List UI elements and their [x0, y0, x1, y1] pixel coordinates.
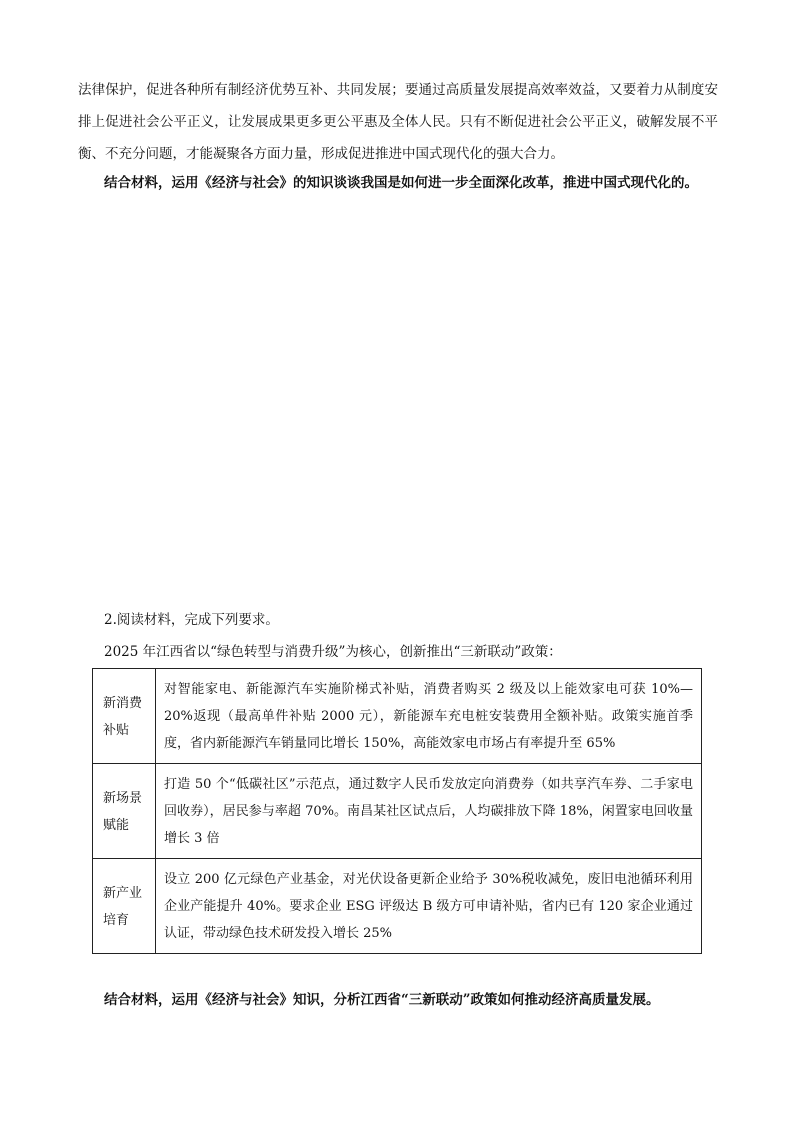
policy-content: 设立 200 亿元绿色产业基金，对光伏设备更新企业给予 30%税收减免，废旧电池循环利用企业产能提升 40%。要求企业 ESG 评级达 B 级方可申请补贴，省内已有 120 家企业通过认证，带动绿色技术研发投入增长 25%: [156, 859, 702, 954]
table-row: [93, 764, 702, 859]
table-row: [93, 859, 702, 954]
section-2-intro: 2025 年江西省以“绿色转型与消费升级”为核心，创新推出“三新联动”政策：: [104, 644, 562, 660]
policy-label: 新消费补贴: [93, 669, 156, 764]
question-2-prompt: 结合材料，运用《经济与社会》知识，分析江西省“三新联动”政策如何推动经济高质量发展。: [104, 992, 660, 1008]
question-1-prompt: 结合材料，运用《经济与社会》的知识谈谈我国是如何进一步全面深化改革，推进中国式现代化的。: [104, 175, 698, 191]
policy-label: 新场景赋能: [93, 764, 156, 859]
policy-label: 新产业培育: [93, 859, 156, 954]
policy-content: 打造 50 个“低碳社区”示范点，通过数字人民币发放定向消费券（如共享汽车券、二手家电回收券），居民参与率超 70%。南昌某社区试点后，人均碳排放下降 18%，闲置家电回收量增长 3 倍: [156, 764, 702, 859]
material-paragraph: 法律保护，促进各种所有制经济优势互补、共同发展；要通过高质量发展提高效率效益，又要着力从制度安排上促进社会公平正义，让发展成果更多更公平惠及全体人民。只有不断促进社会公平正义，破解发展不平衡、不充分问题，才能凝聚各方面力量，形成促进推进中国式现代化的强大合力。: [78, 82, 718, 162]
policy-table: [92, 668, 702, 954]
section-2-title: 2.阅读材料，完成下列要求。: [104, 612, 279, 628]
policy-content: 对智能家电、新能源汽车实施阶梯式补贴，消费者购买 2 级及以上能效家电可获 10%—20%返现（最高单件补贴 2000 元），新能源车充电桩安装费用全额补贴。政策实施首季度，省内新能源汽车销量同比增长 150%，高能效家电市场占有率提升至 65%: [156, 669, 702, 764]
table-row: [93, 669, 702, 764]
